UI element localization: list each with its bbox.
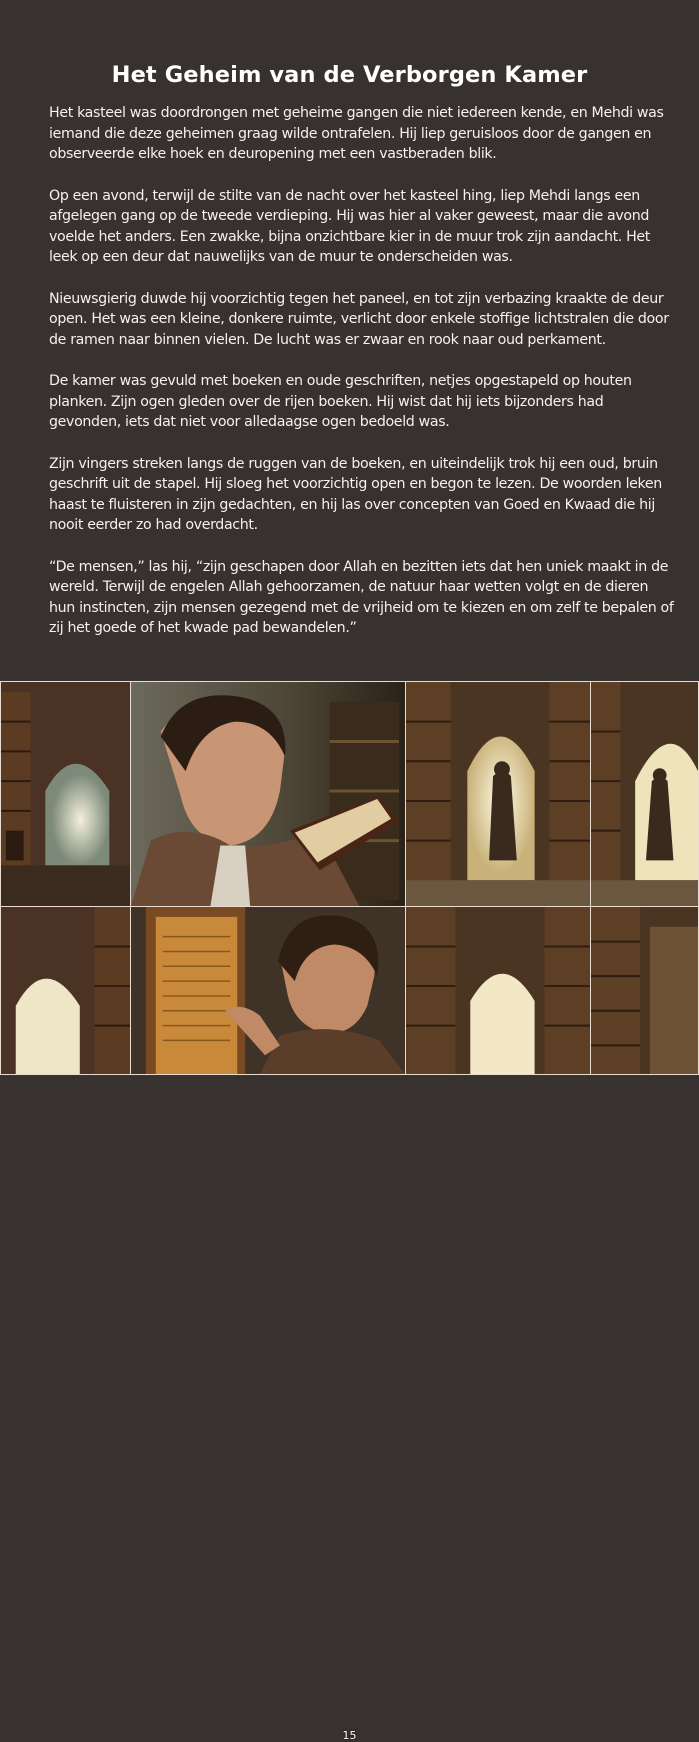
illustration-collage [0,681,699,1742]
paragraph: “De mensen,” las hij, “zijn geschapen door Allah en bezitten iets dat hen uniek maakt in de wereld. Terwijl de engelen Allah gehoorzamen, de natuur haar wetten volgt en de dieren hun instincten, zijn mensen gezegend met de vrijheid om te kiezen en om zelf te bepalen of zij het goede of het kwade pad bewandelen.” [49,558,674,636]
paragraph: Het kasteel was doordrongen met geheime gangen die niet iedereen kende, en Mehdi was iemand die deze geheimen graag wilde ontrafelen. Hij liep geruisloos door de gangen en observeerde elke hoek en deuropening met een vastberaden blik. [49,105,664,162]
story-text [49,103,677,660]
paragraph: Nieuwsgierig duwde hij voorzichtig tegen het paneel, en tot zijn verbazing kraakte de deur open. Het was een kleine, donkere ruimte, verlicht door enkele stoffige lichtstralen die door de ramen naar binnen vielen. De lucht was er zwaar en rook naar oud perkament. [49,290,669,348]
illustration-figure-doorway [405,681,591,907]
illustration-archway [0,681,131,907]
chapter-title: Het Geheim van de Verborgen Kamer [111,62,588,88]
illustration-library-arch [405,906,591,1075]
illustration-man-panel [130,906,406,1075]
paragraph: Zijn vingers streken langs de ruggen van de boeken, en uiteindelijk trok hij een oud, bruin geschrift uit de stapel. Hij sloeg het voorzichtig open en begon te lezen. De woorden leken haast te fluisteren in zijn gedachten, en hij las over concepten van Goed en Kwaad die hij nooit eerder zo had overdacht. [49,455,662,533]
paragraph: Op een avond, terwijl de stilte van de nacht over het kasteel hing, liep Mehdi langs een afgelegen gang op de tweede verdieping. Hij was hier al vaker geweest, maar die avond voelde het anders. Een zwakke, bijna onzichtbare kier in de muur trok zijn aandacht. Het leek op een deur dat nauwelijks van de muur te onderscheiden was. [49,187,651,265]
page-number: 15 [342,1729,357,1742]
illustration-archway-2 [0,906,131,1075]
illustration-library-shelves [590,906,699,1075]
paragraph: De kamer was gevuld met boeken en oude geschriften, netjes opgestapeld op houten planken. Zijn ogen gleden over de rijen boeken. Hij wist dat hij iets bijzonders had gevonden, iets dat niet voor alledaagse ogen bedoeld was. [49,373,632,430]
illustration-figure-doorway-2 [590,681,699,907]
illustration-man-reading [130,681,406,907]
